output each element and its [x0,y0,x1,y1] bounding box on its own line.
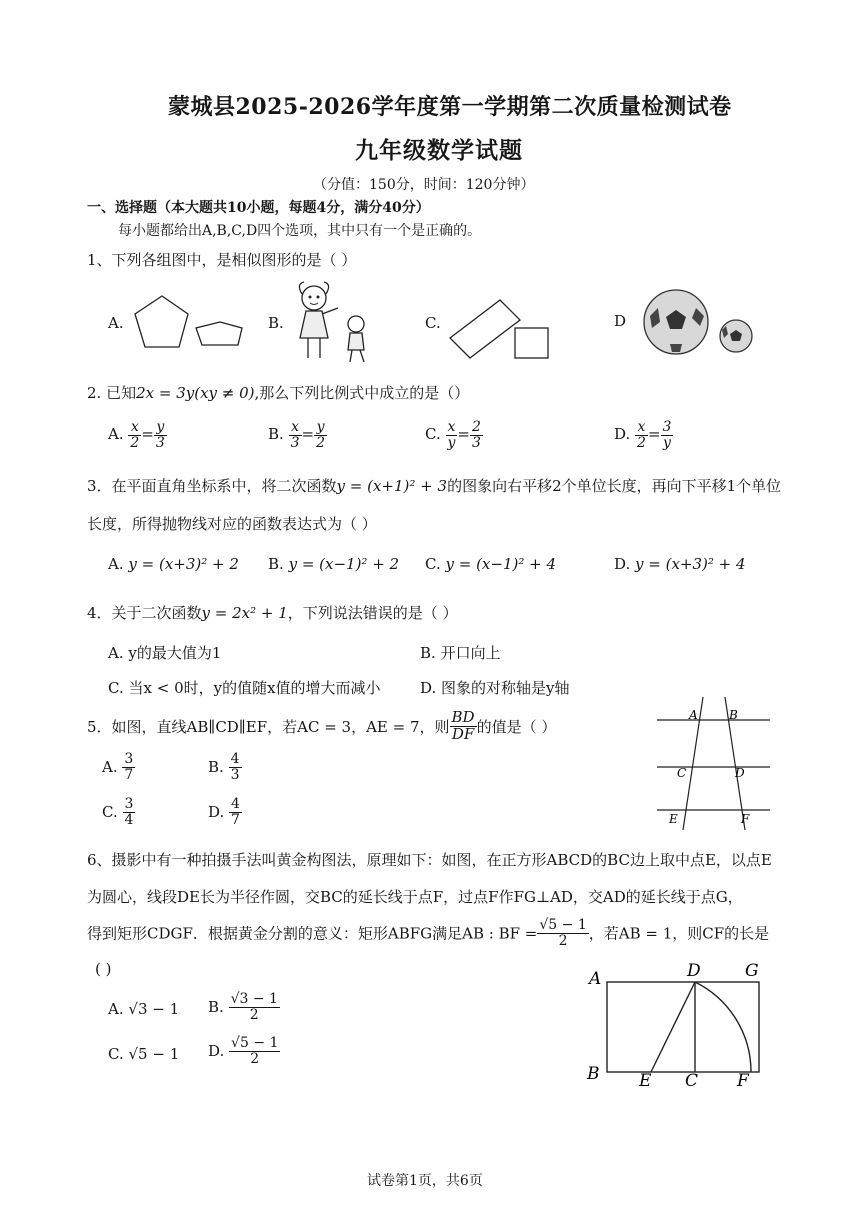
q2-option-c-right [470,420,483,450]
q6-arc-df [695,982,751,1072]
q5-option-d-den: 7 [231,811,240,828]
q1-stem: 1、下列各组图中，是相似图形的是（ ） [87,251,357,269]
q5-option-a-fraction [122,752,135,782]
q5-option-a-label: A. [102,758,118,777]
q2-option-a-right-den: 3 [155,434,165,451]
q5-option-c-num: 3 [124,796,134,812]
q1-rectangle-square-figure [445,298,555,363]
q2-option-b-left-den: 3 [290,434,300,451]
q3-stem-prefix: 3．在平面直角坐标系中，将二次函数 [87,477,337,495]
q6-ratio-fraction [537,918,588,948]
q6-option-d [208,1036,280,1066]
q3-option-b [268,555,399,573]
q6-segment-de [651,982,695,1072]
q5-option-c-fraction [123,797,136,827]
q5-option-d-fraction [229,797,242,827]
q5-stem-fraction-num: BD [451,708,475,726]
q2-option-c-label: C. [425,425,441,444]
q6-option-c-text: √5 − 1 [128,1045,180,1063]
q2-option-a-left [128,420,141,450]
q4-option-a-label: A. [108,644,124,662]
q2-option-d-left-den: 2 [637,434,646,451]
q1-soccer-balls-figure [640,286,760,366]
q3-option-d [614,555,746,573]
section-instruction: 每小题都给出A,B,C,D四个选项，其中只有一个是正确的。 [118,223,482,239]
q3-option-d-label: D. [614,555,631,573]
q6-rectangle-abfg [607,982,759,1072]
q4-stem-suffix: ，下列说法错误的是（ ） [287,604,458,622]
q6-label-b: B [587,1064,600,1084]
q3-stem-suffix: 的图象向右平移2个单位长度，再向下平移1个单位 [447,477,782,495]
q6-label-c: C [685,1071,699,1091]
q5-stem-suffix: 的值是（ ） [476,717,557,736]
q4-option-d-text: 图象的对称轴是y轴 [441,679,570,697]
q4-option-b-label: B. [420,644,436,662]
section-heading: 一、选择题（本大题共10小题，每题4分，满分40分） [87,200,430,216]
q2-option-a-left-num: x [128,420,141,436]
q2-option-c-right-den: 3 [472,434,481,451]
q5-option-b-den: 3 [230,766,240,783]
q4-stem-prefix: 4．关于二次函数 [87,604,202,622]
q5-stem-fraction [450,710,477,743]
q6-label-e: E [639,1071,652,1091]
exam-title: 蒙城县2025-2026学年度第一学期第二次质量检测试卷 [168,94,732,120]
q4-option-a-text: y的最大值为1 [128,644,222,662]
q6-option-d-den: 2 [250,1050,260,1067]
q2-option-a-left-den: 2 [130,434,140,451]
q6-line4: ( ) [95,960,112,978]
q6-option-d-num: √5 − 1 [231,1035,279,1051]
exam-info: （分值：150分，时间：120分钟） [313,177,535,193]
q2-stem-expression: 2x = 3y(xy ≠ 0) [136,384,255,402]
q2-option-a-label: A. [108,425,124,444]
q3-option-a-text: y = (x+3)² + 2 [128,555,239,573]
q2-option-d-right [661,420,674,450]
q2-option-d-label: D. [614,425,631,444]
q5-option-b [208,752,242,782]
q6-option-a [108,1000,179,1018]
q1-option-c-label: C. [425,314,441,332]
q5-option-b-fraction [229,752,242,782]
q6-option-a-text: √3 − 1 [128,1000,180,1018]
q4-option-c-text: 当x < 0时，y的值随x值的增大而减小 [128,679,381,697]
q1-girl-boy-figure [290,278,380,368]
q4-stem-expression: y = 2x² + 1 [201,604,288,622]
q6-golden-rectangle-figure [585,958,785,1093]
q6-option-b [208,992,280,1022]
q2-option-b: B. $\frac{x}{3}$ = $\frac{y}{2}$ [268,419,325,451]
q2-option-a-right-num: y [154,420,167,436]
q2-option-c-left-num: x [446,420,458,436]
q3-option-c-text: y = (x−1)² + 4 [445,555,557,573]
q2-option-c-left [446,420,458,450]
q6-label-d: D [687,961,701,981]
q4-option-b [420,642,501,663]
q2-option-b-right-num: y [314,420,327,436]
q4-option-d-label: D. [420,679,437,697]
q4-option-a [108,642,221,663]
q5-label-b: B [729,708,738,722]
q2-option-a-right [154,420,167,450]
q5-stem [87,710,556,743]
q2-option-d: D. $\frac{x}{2}$ = $\frac{3}{y}$ [614,419,672,451]
q5-option-c-den: 4 [124,811,134,828]
q2-option-a: A. $\frac{x}{2}$ = $\frac{y}{3}$ [108,419,165,451]
q3-stem-line1 [87,475,781,496]
q6-option-b-num: √3 − 1 [230,991,278,1007]
q5-option-b-num: 4 [230,751,240,767]
q6-line3-prefix: 得到矩形CDGF．根据黄金分割的意义：矩形ABFG满足AB : BF = [87,924,538,943]
q5-label-a: A [689,708,698,722]
q2-option-b-right-den: 2 [316,434,325,451]
q5-option-b-label: B. [208,758,224,777]
q6-option-b-fraction [229,992,280,1022]
q1-option-b-label: B. [268,314,284,332]
q3-option-b-text: y = (x−1)² + 2 [288,555,400,573]
exam-subtitle: 九年级数学试题 [355,137,523,164]
q6-label-g: G [745,961,759,981]
q2-option-d-left [635,420,648,450]
q2-stem [87,382,469,403]
q3-option-c-label: C. [425,555,441,573]
q5-label-d: D [735,766,745,780]
q3-option-b-label: B. [268,555,284,573]
q6-option-b-label: B. [208,998,224,1017]
q1-option-a-label: A. [108,314,124,332]
page-footer: 试卷第1页，共6页 [367,1173,483,1189]
q2-option-c-right-num: 2 [472,419,481,435]
q6-option-c [108,1045,179,1063]
q2-option-b-label: B. [268,425,284,444]
q5-option-c-label: C. [102,803,118,822]
q1-option-d-label: D [614,312,627,330]
q6-line1: 6、摄影中有一种拍摄手法叫黄金构图法，原理如下：如图，在正方形ABCD的BC边上取中点E，以点E [87,851,772,869]
q5-option-c [102,797,135,827]
q3-stem-expression: y = (x+1)² + 3 [336,477,448,495]
q6-option-d-label: D. [208,1042,225,1061]
q4-option-d [420,677,570,698]
q6-line3-suffix: ，若AB = 1，则CF的长是 [588,924,770,943]
q5-option-d-num: 4 [231,796,240,812]
q4-option-b-text: 开口向上 [440,644,501,662]
q5-option-a [102,752,135,782]
q3-option-c [425,555,556,573]
q5-parallel-lines-figure [655,695,775,835]
q4-stem [87,602,458,623]
q6-option-b-den: 2 [249,1006,259,1023]
q2-stem-suffix: ,那么下列比例式中成立的是（） [254,384,470,402]
q6-label-a: A [589,969,602,989]
q3-option-a-label: A. [108,555,124,573]
q2-stem-prefix: 2. 已知 [87,384,137,402]
q2-option-c-left-den: y [447,434,456,451]
q2-option-b-right [314,420,327,450]
q6-line3 [87,918,769,948]
q5-label-f: F [741,812,750,826]
q2-option-b-left-num: x [289,420,302,436]
q5-stem-prefix: 5．如图，直线AB∥CD∥EF，若AC = 3，AE = 7，则 [87,717,450,736]
q6-label-f: F [737,1071,749,1091]
q5-option-a-den: 7 [124,766,134,783]
q6-option-a-label: A. [108,1000,124,1018]
q5-option-d-label: D. [208,803,225,822]
q6-option-d-fraction [229,1036,280,1066]
q4-option-c [108,677,381,698]
q6-ratio-num: √5 − 1 [539,917,587,933]
q5-label-c: C [677,766,687,780]
q5-stem-fraction-den: DF [451,724,475,743]
q2-option-d-left-num: x [635,420,648,436]
q3-option-a [108,555,239,573]
q5-label-e: E [669,812,678,826]
q5-option-a-num: 3 [124,751,134,767]
q2-option-b-left [289,420,302,450]
q1-pentagons-figure [130,292,260,352]
q4-option-c-label: C. [108,679,124,697]
q2-option-c: C. $\frac{x}{y}$ = $\frac{2}{3}$ [425,419,481,451]
q3-stem-line2: 长度，所得抛物线对应的函数表达式为（ ） [87,515,377,533]
q3-option-d-text: y = (x+3)² + 4 [635,555,746,573]
q6-line2: 为圆心，线段DE长为半径作圆，交BC的延长线于点F，过点F作FG⊥AD，交AD的延长线于点G， [87,888,743,906]
q6-ratio-den: 2 [558,932,568,949]
q6-option-c-label: C. [108,1045,124,1063]
q2-option-d-right-num: 3 [662,419,672,435]
q5-option-d [208,797,242,827]
q2-option-d-right-den: y [663,434,671,451]
